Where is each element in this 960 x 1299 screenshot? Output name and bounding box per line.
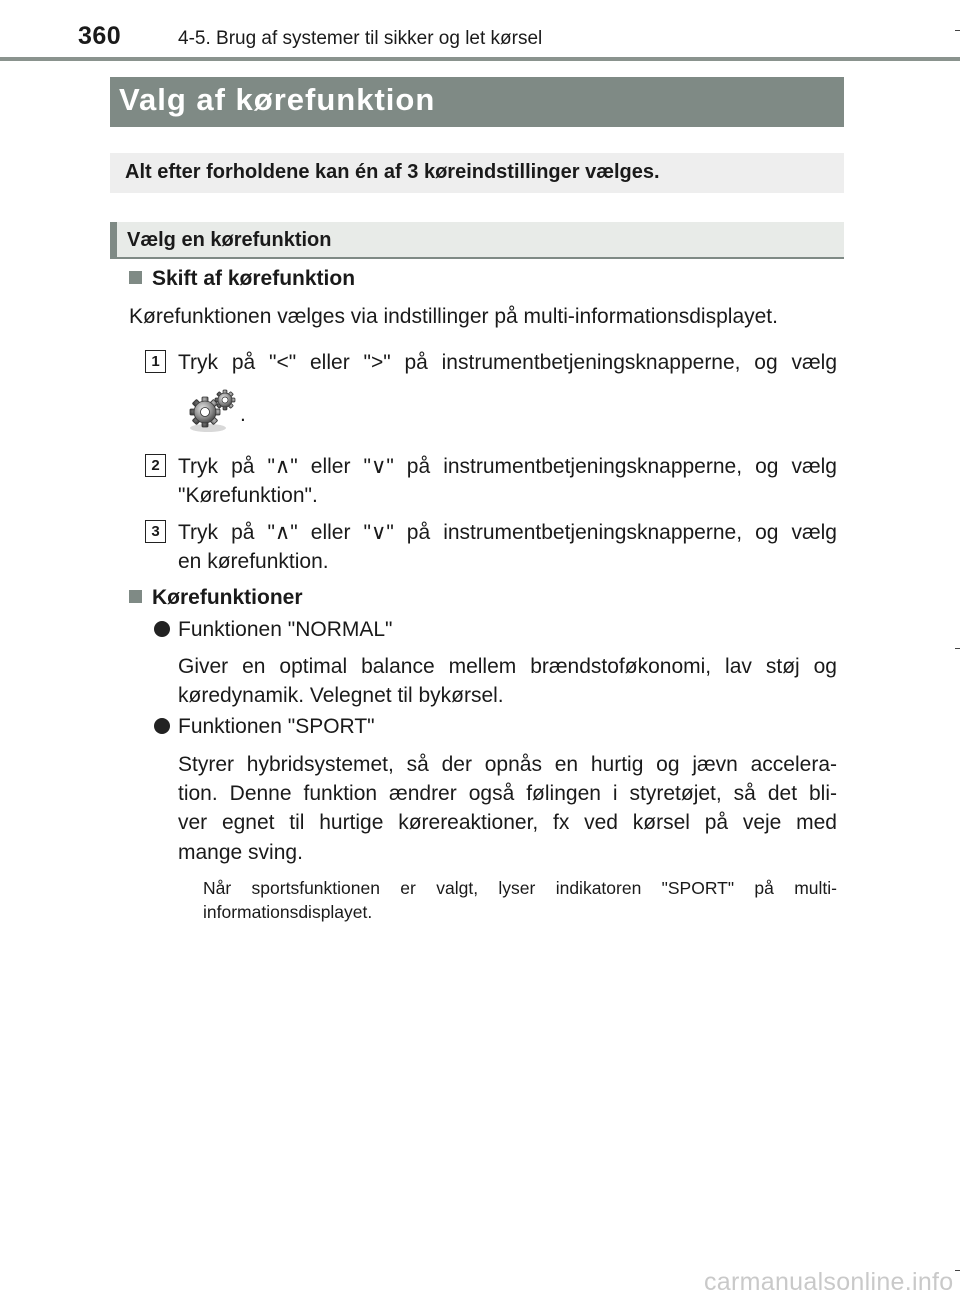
step-2-text-cont: "Kørefunktion". [178, 484, 318, 507]
step-number-1: 1 [145, 350, 166, 373]
crop-mark [955, 1270, 960, 1271]
chapter-title: 4-5. Brug af systemer til sikker og let kørsel [178, 28, 543, 49]
step-3-text: Tryk på "∧" eller "∨" på instrumentbetjeningsknapperne, og vælg [178, 521, 837, 544]
mode-normal-desc: Giver en optimal balance mellem brændstoføkonomi, lav støj og [178, 655, 837, 678]
mode-normal-label: Funktionen "NORMAL" [154, 618, 393, 642]
step-3-text-cont: en kørefunktion. [178, 550, 329, 573]
subheading-switch-mode: Skift af kørefunktion [129, 267, 355, 291]
section-heading: Vælg en kørefunktion [127, 229, 332, 251]
title-band [110, 77, 844, 127]
subheading-drive-modes: Kørefunktioner [129, 586, 303, 610]
sport-note-line-2: informationsdisplayet. [203, 902, 373, 922]
mode-sport-desc-4: mange sving. [178, 841, 303, 864]
sport-note-line-1: Når sportsfunktionen er valgt, lyser indikatoren "SPORT" på multi- [203, 878, 837, 898]
bullet-dot-icon [154, 718, 170, 734]
page-number: 360 [78, 22, 122, 50]
header-rule [0, 57, 960, 61]
mode-sport-desc-1: Styrer hybridsystemet, så der opnås en hurtig og jævn accelera- [178, 753, 837, 776]
page-title: Valg af kørefunktion [119, 82, 436, 117]
bullet-dot-icon [154, 621, 170, 637]
mode-sport-desc-3: ver egnet til hurtige kørereaktioner, fx ved kørsel på veje med [178, 811, 837, 834]
step-2-text: Tryk på "∧" eller "∨" på instrumentbetjeningsknapperne, og vælg [178, 455, 837, 478]
section-heading-band [110, 222, 844, 259]
crop-mark [955, 30, 960, 31]
mode-normal-desc-cont: køredynamik. Velegnet til bykørsel. [178, 684, 504, 707]
step-number-2: 2 [145, 454, 166, 477]
intro-text: Alt efter forholdene kan én af 3 køreindstillinger vælges. [125, 161, 660, 183]
square-bullet-icon [129, 271, 142, 284]
intro-band [110, 153, 844, 193]
step-1-period: . [240, 403, 246, 426]
step-number-3: 3 [145, 520, 166, 543]
crop-mark [955, 648, 960, 649]
step-1-text: Tryk på "<" eller ">" på instrumentbetjeningsknapperne, og vælg [178, 351, 837, 374]
mode-sport-desc-2: tion. Denne funktion ændrer også følingen i styretøjet, så det bli- [178, 782, 837, 805]
gears-icon [186, 388, 238, 434]
section-accent-bar [110, 222, 117, 259]
page-header [0, 0, 960, 62]
square-bullet-icon [129, 590, 142, 603]
sub1-body: Kørefunktionen vælges via indstillinger på multi-informationsdisplayet. [129, 305, 778, 328]
mode-sport-label: Funktionen "SPORT" [154, 715, 375, 739]
watermark: carmanualsonline.info [704, 1268, 954, 1296]
